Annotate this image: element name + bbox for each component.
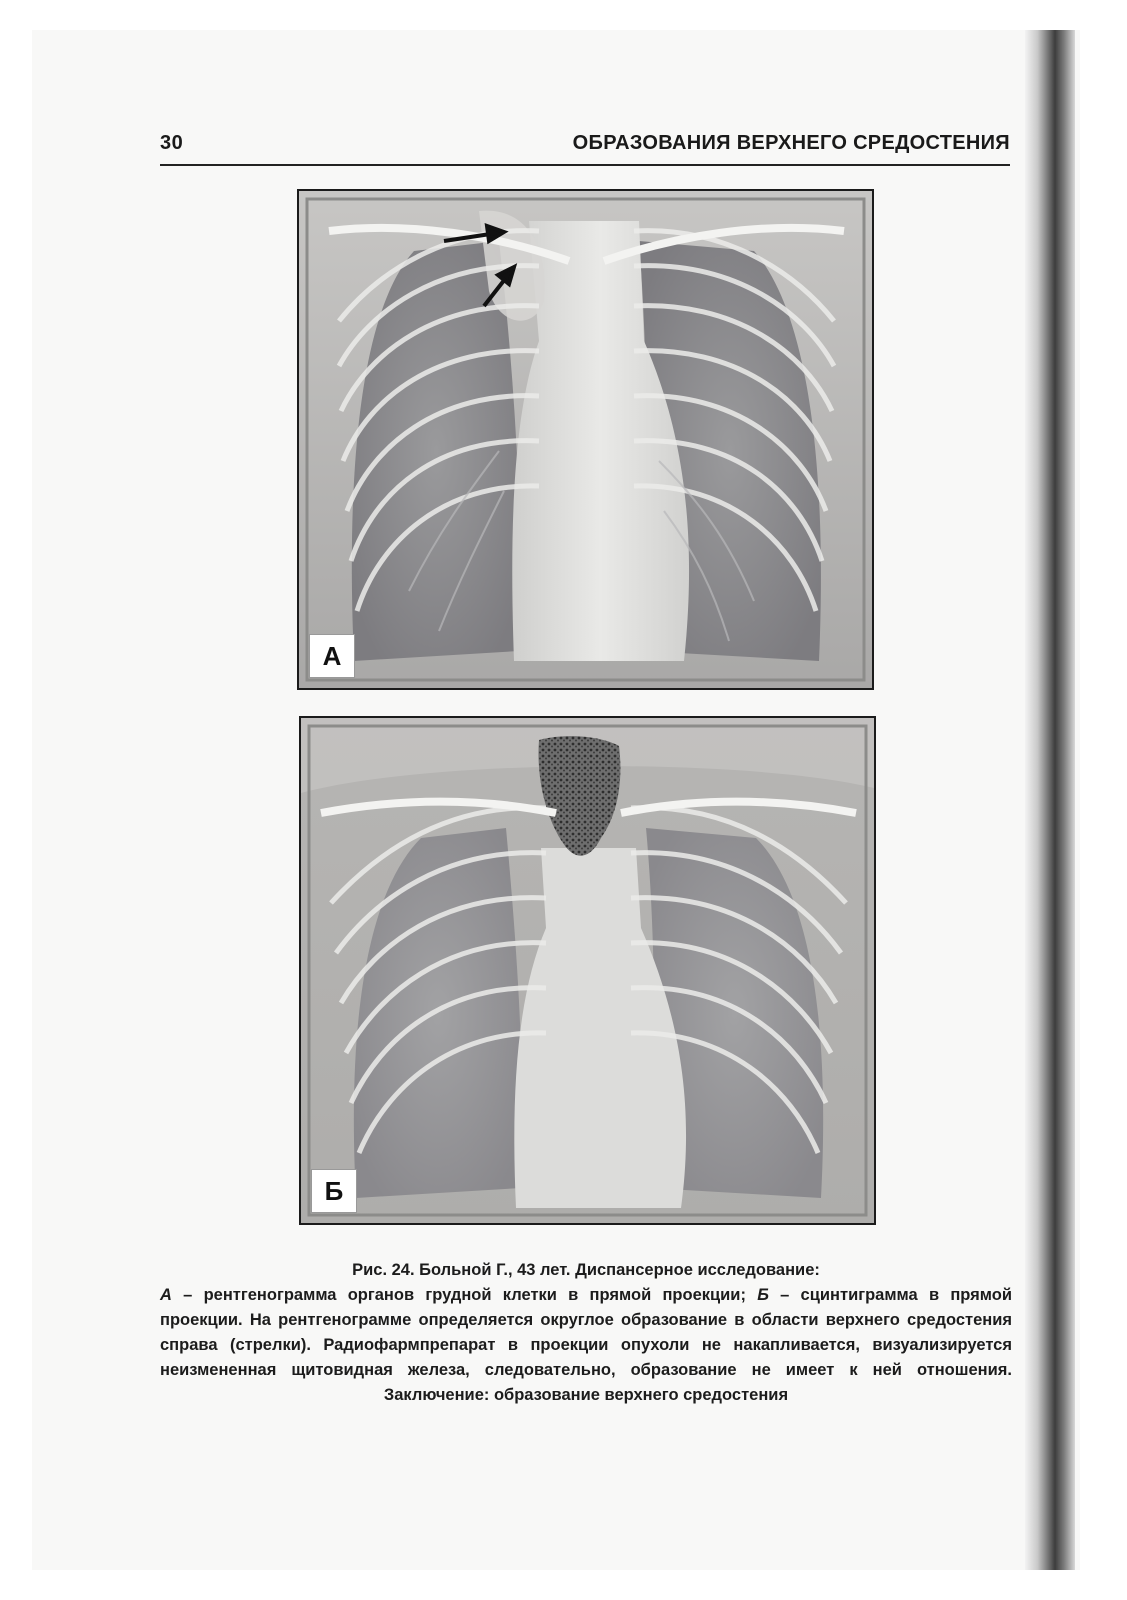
scintigram-image xyxy=(301,718,874,1223)
book-spine-shadow xyxy=(1025,30,1075,1570)
figure-panel-b xyxy=(299,716,876,1225)
chest-xray-image xyxy=(299,191,872,688)
caption-part-b-label: Б xyxy=(757,1286,769,1304)
running-head: ОБРАЗОВАНИЯ ВЕРХНЕГО СРЕДОСТЕНИЯ xyxy=(572,132,1010,154)
caption-part-b-text: – сцинтиграмма в прямой проекции. На рентгенограмме определяется округлое образование в области верхнего средостения справа (стрелки). Радиофармпрепарат в проекции опухоли не накапливается, визуализируется неизмененная щитовидная железа, следовательно, образование не имеет к ней отношения. Заключение: образование верхнего средостения xyxy=(160,1286,1012,1404)
caption-title: Рис. 24. Больной Г., 43 лет. Диспансерное исследование: xyxy=(352,1261,820,1279)
caption-part-a-text: – рентгенограмма органов грудной клетки в прямой проекции; xyxy=(171,1286,758,1304)
caption-body xyxy=(160,1283,1012,1408)
panel-label-b: Б xyxy=(311,1169,357,1213)
page-header xyxy=(160,130,1010,166)
page-number: 30 xyxy=(160,132,184,154)
figure-caption xyxy=(160,1258,1012,1408)
panel-label-a: А xyxy=(309,634,355,678)
figure-panel-a xyxy=(297,189,874,690)
caption-part-a-label: А xyxy=(160,1286,172,1304)
